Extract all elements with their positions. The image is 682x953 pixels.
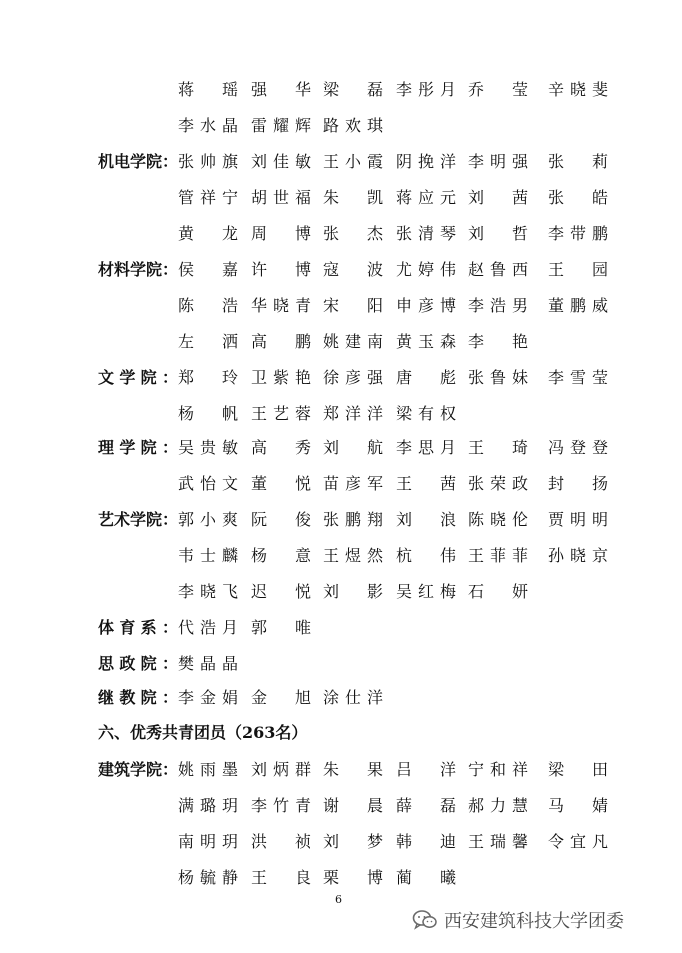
college-label: 材料学院： <box>98 260 179 279</box>
member-name: 朱 果 <box>323 760 383 779</box>
college-label: 继教院： <box>98 688 178 707</box>
member-name: 王 茜 <box>396 474 456 493</box>
member-name: 强 华 <box>251 80 311 99</box>
member-name: 李 艳 <box>468 332 528 351</box>
member-name: 辛晓斐 <box>548 80 608 99</box>
member-name: 令宜凡 <box>548 832 608 851</box>
member-name: 李金娟 <box>178 688 238 707</box>
member-name: 侯 嘉 <box>178 260 238 279</box>
member-name: 吕 洋 <box>396 760 456 779</box>
member-name: 冯登登 <box>548 438 608 457</box>
member-name: 代浩月 <box>178 618 238 637</box>
member-name: 周 博 <box>251 224 311 243</box>
member-name: 蒋应元 <box>396 188 456 207</box>
member-name: 尤婷伟 <box>396 260 456 279</box>
member-name: 张荣政 <box>468 474 528 493</box>
member-name: 李水晶 <box>178 116 238 135</box>
college-label: 思政院： <box>98 654 178 673</box>
member-name: 刘 航 <box>323 438 383 457</box>
college-label: 理学院： <box>98 438 178 457</box>
watermark-text: 西安建筑科技大学团委 <box>444 911 624 932</box>
member-name: 朱 凯 <box>323 188 383 207</box>
member-name: 涂仕洋 <box>323 688 383 707</box>
member-name: 刘 哲 <box>468 224 528 243</box>
member-name: 刘 茜 <box>468 188 528 207</box>
member-name: 郭 唯 <box>251 618 311 637</box>
member-name: 杨毓静 <box>178 868 238 887</box>
member-name: 封 扬 <box>548 474 608 493</box>
college-label: 艺术学院： <box>98 510 179 529</box>
member-name: 王煜然 <box>323 546 383 565</box>
member-name: 王 园 <box>548 260 608 279</box>
member-name: 张清琴 <box>396 224 456 243</box>
member-name: 刘佳敏 <box>251 152 311 171</box>
member-name: 武怡文 <box>178 474 238 493</box>
member-name: 左 洒 <box>178 332 238 351</box>
member-name: 李竹青 <box>251 796 311 815</box>
member-name: 寇 波 <box>323 260 383 279</box>
member-name: 王菲菲 <box>468 546 528 565</box>
member-name: 张 莉 <box>548 152 608 171</box>
member-name: 金 旭 <box>251 688 311 707</box>
member-name: 管祥宁 <box>178 188 238 207</box>
member-name: 李彤月 <box>396 80 456 99</box>
member-name: 刘 影 <box>323 582 383 601</box>
member-name: 张帅旗 <box>178 152 238 171</box>
member-name: 梁有权 <box>396 404 456 423</box>
member-name: 高 鹏 <box>251 332 311 351</box>
member-name: 张鲁妹 <box>468 368 528 387</box>
watermark <box>412 906 624 934</box>
member-name: 王艺蓉 <box>251 404 311 423</box>
member-name: 黄玉森 <box>396 332 456 351</box>
member-name: 马 婧 <box>548 796 608 815</box>
member-name: 董鹏威 <box>548 296 608 315</box>
wechat-icon <box>412 909 438 931</box>
member-name: 石 妍 <box>468 582 528 601</box>
member-name: 许 博 <box>251 260 311 279</box>
member-name: 宁和祥 <box>468 760 528 779</box>
member-name: 蔺 曦 <box>396 868 456 887</box>
member-name: 韦士麟 <box>178 546 238 565</box>
member-name: 王小霞 <box>323 152 383 171</box>
member-name: 徐彦强 <box>323 368 383 387</box>
member-name: 杨 帆 <box>178 404 238 423</box>
member-name: 李雪莹 <box>548 368 608 387</box>
member-name: 张 皓 <box>548 188 608 207</box>
college-label: 文学院： <box>98 368 178 387</box>
member-name: 阴挽洋 <box>396 152 456 171</box>
member-name: 韩 迪 <box>396 832 456 851</box>
college-label: 建筑学院： <box>98 760 179 779</box>
member-name: 李思月 <box>396 438 456 457</box>
member-name: 姚建南 <box>323 332 383 351</box>
member-name: 李浩男 <box>468 296 528 315</box>
member-name: 薛 磊 <box>396 796 456 815</box>
college-label: 机电学院： <box>98 152 179 171</box>
member-name: 吴贵敏 <box>178 438 238 457</box>
section-heading: 六、优秀共青团员（263名） <box>98 723 308 742</box>
member-name: 宋 阳 <box>323 296 383 315</box>
member-name: 梁 磊 <box>323 80 383 99</box>
member-name: 满璐玥 <box>178 796 238 815</box>
member-name: 雷耀辉 <box>251 116 311 135</box>
member-name: 李带鹏 <box>548 224 608 243</box>
member-name: 孙晓京 <box>548 546 608 565</box>
member-name: 陈晓伦 <box>468 510 528 529</box>
member-name: 路欢琪 <box>323 116 383 135</box>
member-name: 董 悦 <box>251 474 311 493</box>
member-name: 杨 意 <box>251 546 311 565</box>
member-name: 刘炳群 <box>251 760 311 779</box>
member-name: 蒋 瑶 <box>178 80 238 99</box>
member-name: 卫紫艳 <box>251 368 311 387</box>
college-label: 体育系： <box>98 618 178 637</box>
member-name: 郑 玲 <box>178 368 238 387</box>
member-name: 樊晶晶 <box>178 654 238 673</box>
member-name: 迟 悦 <box>251 582 311 601</box>
member-name: 贾明明 <box>548 510 608 529</box>
member-name: 吴红梅 <box>396 582 456 601</box>
member-name: 栗 博 <box>323 868 383 887</box>
member-name: 李晓飞 <box>178 582 238 601</box>
member-name: 王瑞馨 <box>468 832 528 851</box>
member-name: 申彦博 <box>396 296 456 315</box>
member-name: 刘 浪 <box>396 510 456 529</box>
member-name: 李明强 <box>468 152 528 171</box>
member-name: 刘 梦 <box>323 832 383 851</box>
member-name: 姚雨墨 <box>178 760 238 779</box>
member-name: 胡世福 <box>251 188 311 207</box>
member-name: 郭小爽 <box>178 510 238 529</box>
member-name: 黄 龙 <box>178 224 238 243</box>
member-name: 赵鲁西 <box>468 260 528 279</box>
member-name: 王 良 <box>251 868 311 887</box>
member-name: 郝力慧 <box>468 796 528 815</box>
member-name: 谢 晨 <box>323 796 383 815</box>
member-name: 阮 俊 <box>251 510 311 529</box>
member-name: 南明玥 <box>178 832 238 851</box>
member-name: 华晓青 <box>251 296 311 315</box>
member-name: 唐 彪 <box>396 368 456 387</box>
member-name: 郑洋洋 <box>323 404 383 423</box>
member-name: 王 琦 <box>468 438 528 457</box>
member-name: 洪 祯 <box>251 832 311 851</box>
page-number: 6 <box>335 893 342 906</box>
member-name: 杭 伟 <box>396 546 456 565</box>
member-name: 梁 田 <box>548 760 608 779</box>
member-name: 张 杰 <box>323 224 383 243</box>
member-name: 高 秀 <box>251 438 311 457</box>
member-name: 张鹏翔 <box>323 510 383 529</box>
member-name: 苗彦军 <box>323 474 383 493</box>
member-name: 乔 莹 <box>468 80 528 99</box>
member-name: 陈 浩 <box>178 296 238 315</box>
